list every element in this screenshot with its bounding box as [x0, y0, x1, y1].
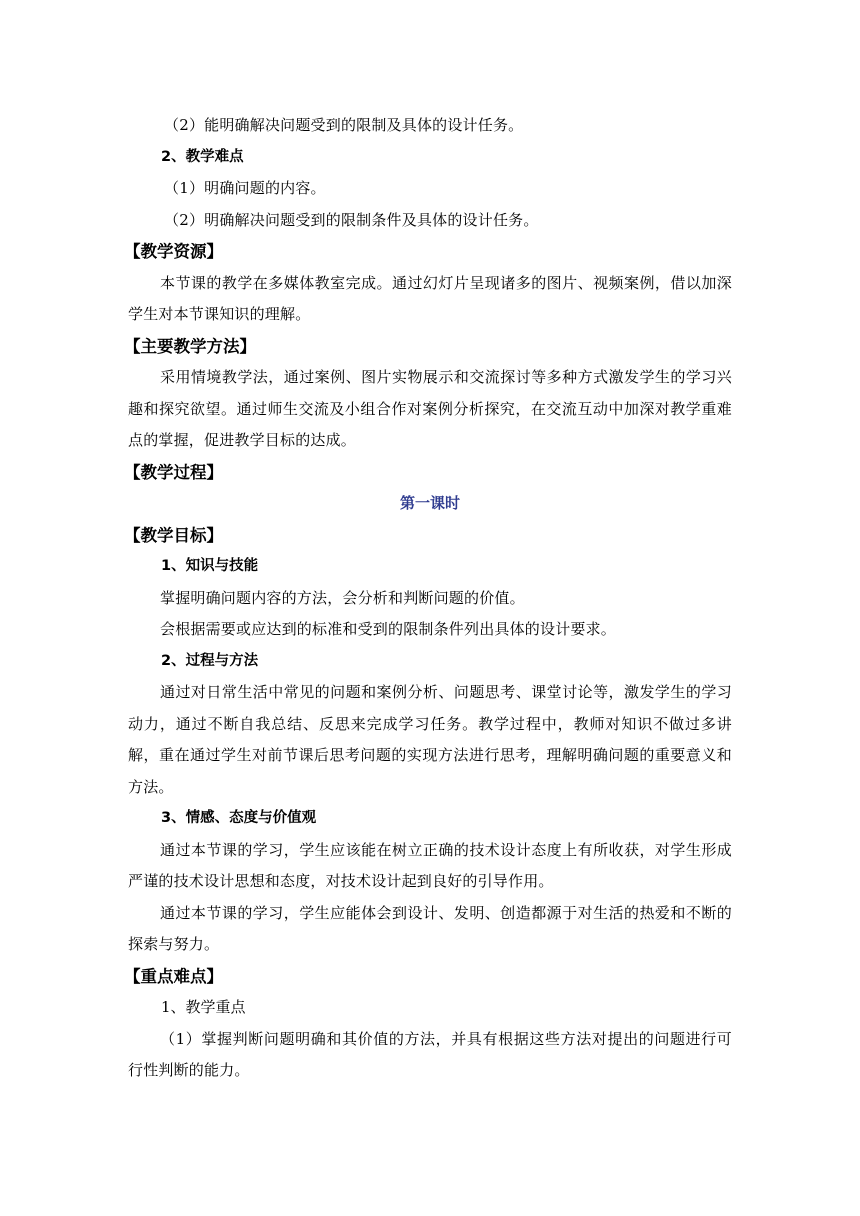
section-heading: 【重点难点】	[124, 966, 223, 986]
subheading: 2、过程与方法	[161, 652, 259, 669]
paragraph: 通过对日常生活中常见的问题和案例分析、问题思考、课堂讨论等，激发学生的学习动力，通过不断自我总结、反思来完成学习任务。教学过程中，教师对知识不做过多讲解，重在通过学生对前节课后思考问题的实现方法进行思考，理解明确问题的重要意义和方法。	[128, 683, 732, 796]
paragraph: （2）明确解决问题受到的限制条件及具体的设计任务。	[164, 210, 539, 229]
paragraph: 采用情境教学法，通过案例、图片实物展示和交流探讨等多种方式激发学生的学习兴趣和探究欲望。通过师生交流及小组合作对案例分析探究，在交流互动中加深对教学重难点的掌握，促进教学目标的达成。	[128, 368, 732, 449]
document-page	[124, 110, 732, 1087]
subheading: 3、情感、态度与价值观	[161, 810, 317, 826]
paragraph: （1）明确问题的内容。	[164, 179, 326, 197]
subheading: 1、教学重点	[161, 998, 246, 1016]
section-heading: 【教学目标】	[124, 525, 223, 545]
section-heading: 【教学资源】	[124, 242, 223, 261]
lesson-title: 第一课时	[399, 494, 460, 512]
paragraph: （1）掌握判断问题明确和其价值的方法，并具有根据这些方法对提出的问题进行可行性判断的能力。	[128, 1029, 732, 1079]
paragraph: 通过本节课的学习，学生应能体会到设计、发明、创造都源于对生活的热爱和不断的探索与努力。	[128, 903, 732, 953]
subheading: 2、教学难点	[161, 148, 244, 165]
paragraph: （2）能明确解决问题受到的限制及具体的设计任务。	[164, 116, 524, 134]
subheading: 1、知识与技能	[161, 558, 259, 574]
section-heading: 【教学过程】	[124, 462, 223, 482]
paragraph: 会根据需要或应达到的标准和受到的限制条件列出具体的设计要求。	[160, 620, 617, 638]
section-heading: 【主要教学方法】	[124, 336, 256, 356]
paragraph: 掌握明确问题内容的方法，会分析和判断问题的价值。	[160, 588, 525, 607]
paragraph: 本节课的教学在多媒体教室完成。通过幻灯片呈现诸多的图片、视频案例，借以加深学生对本节课知识的理解。	[128, 273, 732, 323]
paragraph: 通过本节课的学习，学生应该能在树立正确的技术设计态度上有所收获，对学生形成严谨的技术设计思想和态度，对技术设计起到良好的引导作用。	[128, 840, 732, 890]
